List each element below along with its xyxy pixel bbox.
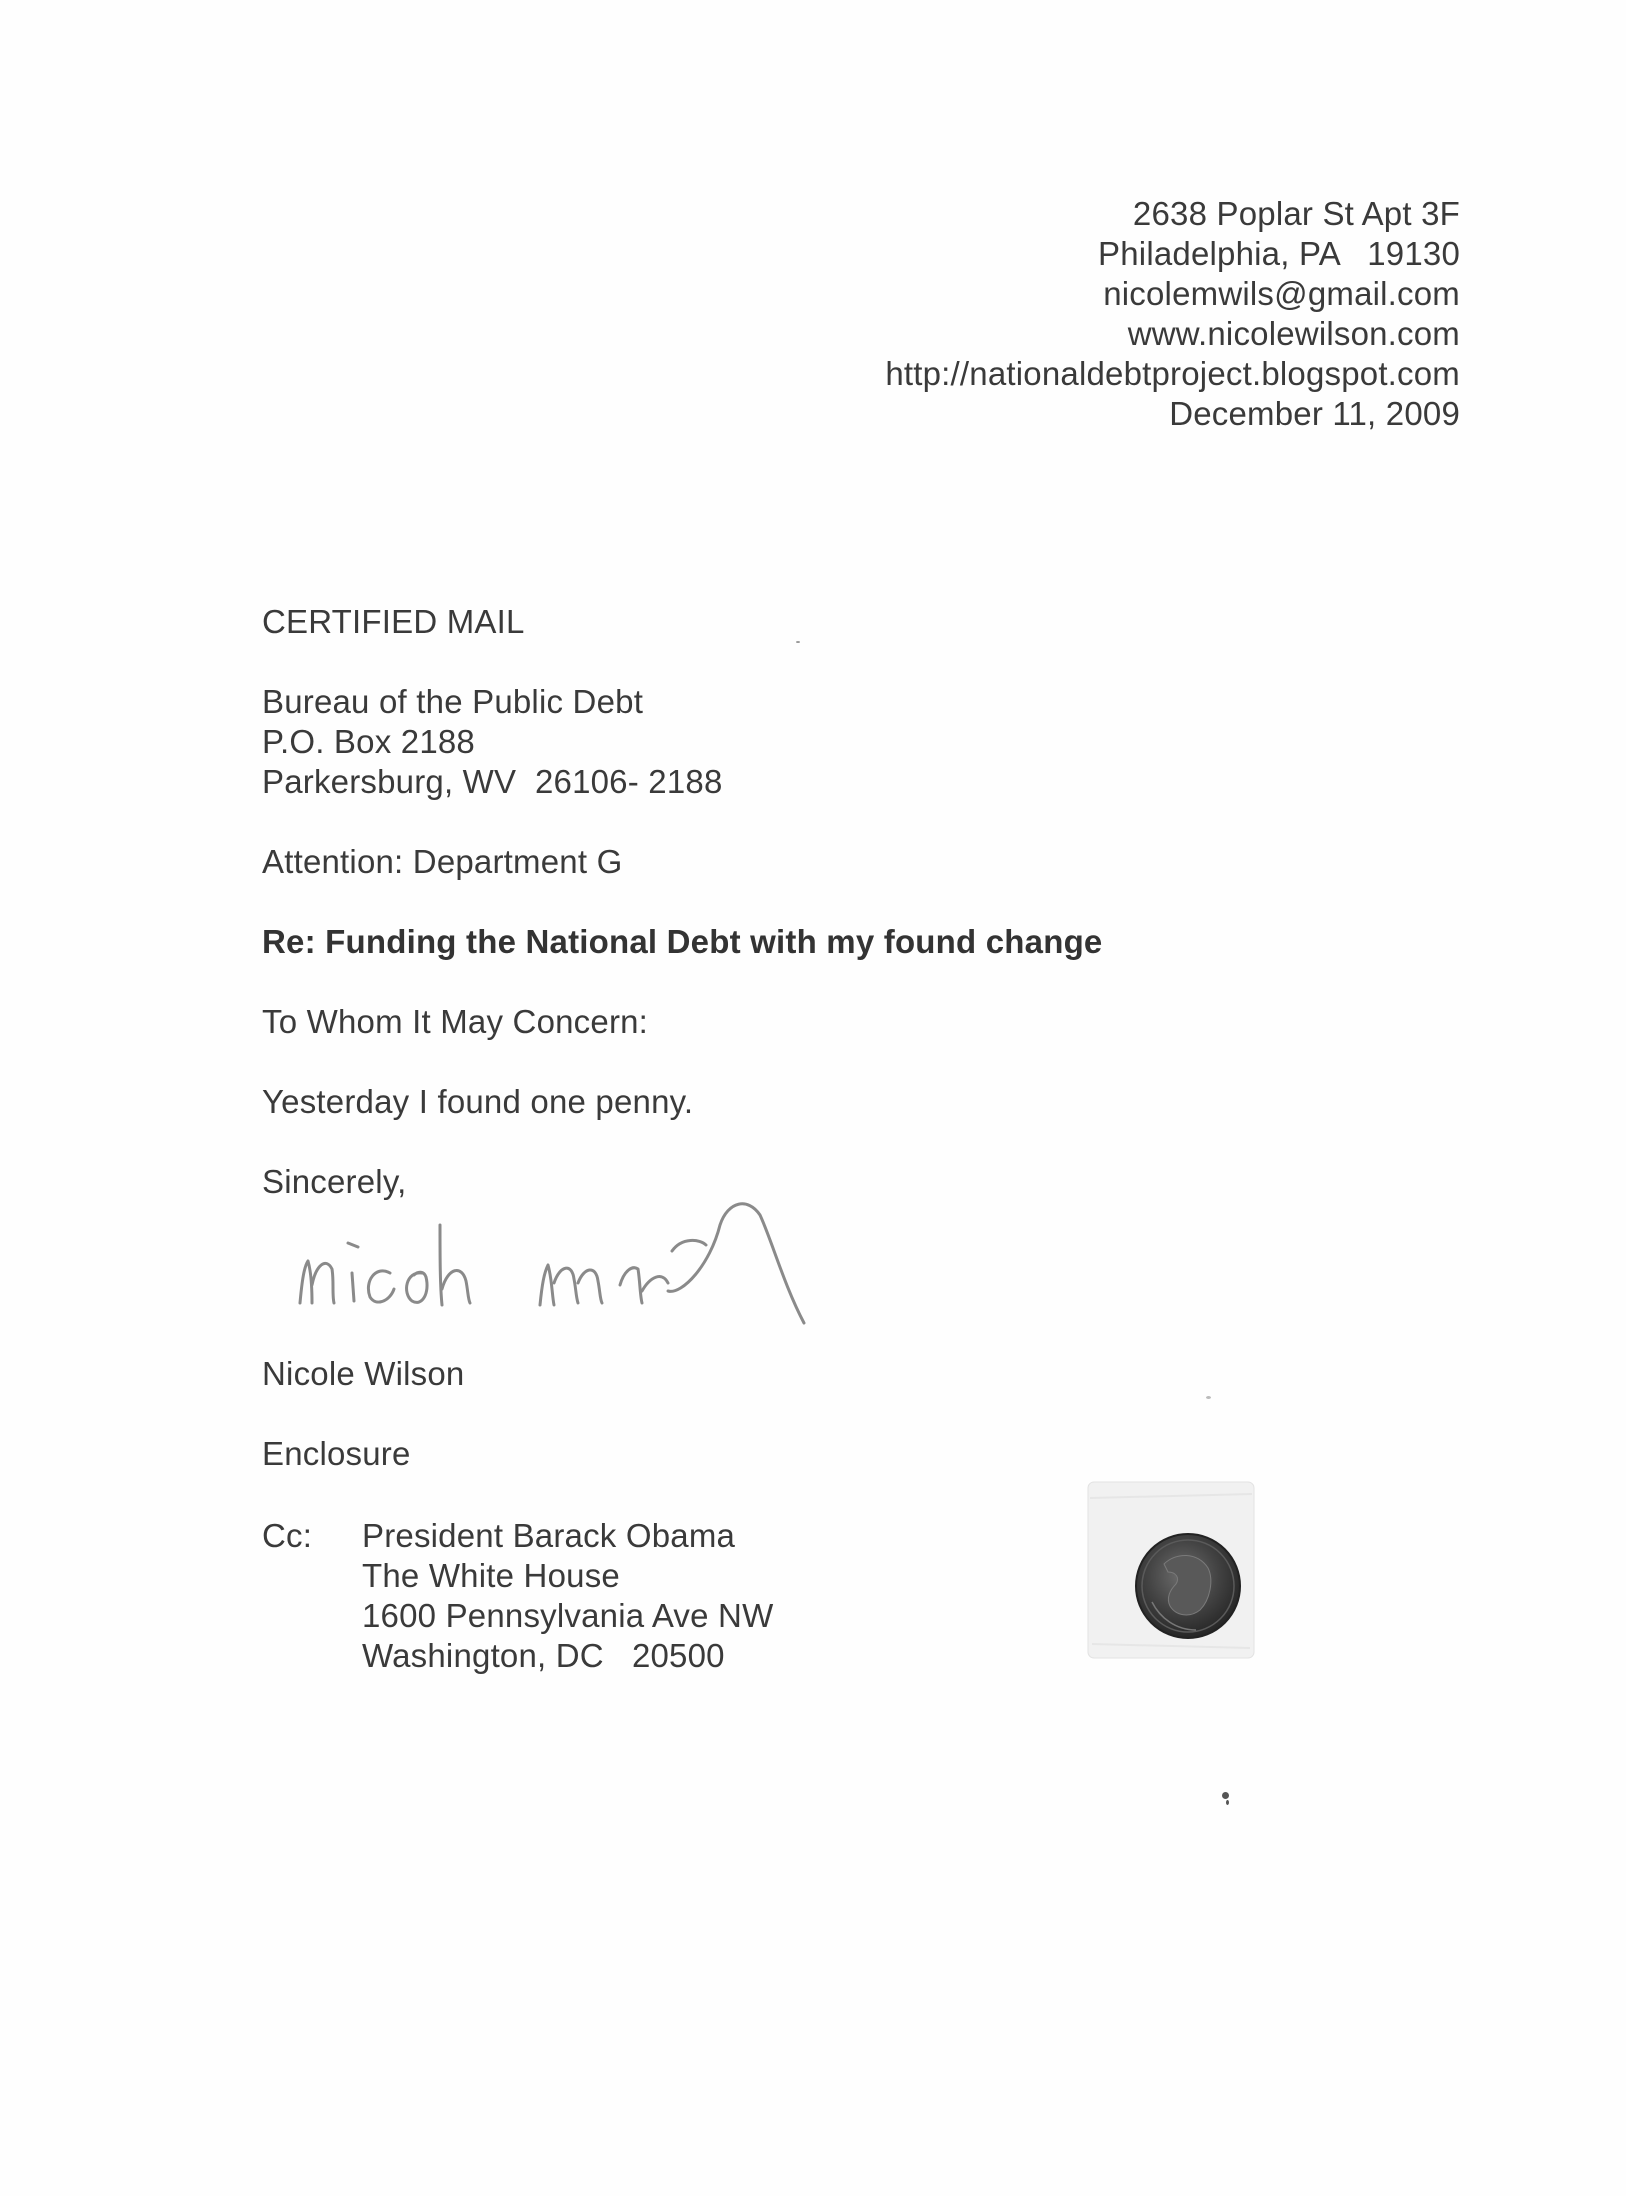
cc-organization: The White House <box>362 1557 620 1594</box>
cc-name: President Barack Obama <box>362 1517 736 1554</box>
letter-date: December 11, 2009 <box>1169 395 1460 432</box>
cc-city-state-zip: Washington, DC 20500 <box>362 1637 725 1674</box>
salutation: To Whom It May Concern: <box>262 1003 649 1040</box>
sender-address-line2: Philadelphia, PA 19130 <box>1098 235 1460 272</box>
signer-name: Nicole Wilson <box>262 1355 465 1392</box>
closing: Sincerely, <box>262 1163 407 1200</box>
sender-email: nicolemwils@gmail.com <box>1103 275 1460 312</box>
subject-line: Re: Funding the National Debt with my found change <box>262 923 1103 960</box>
recipient-po-box: P.O. Box 2188 <box>262 723 475 760</box>
recipient-name: Bureau of the Public Debt <box>262 683 644 720</box>
scan-speck <box>1206 1396 1211 1399</box>
sender-address-line1: 2638 Poplar St Apt 3F <box>1132 195 1460 232</box>
delivery-method: CERTIFIED MAIL <box>262 603 525 640</box>
recipient-city-state-zip: Parkersburg, WV 26106- 2188 <box>262 763 723 800</box>
cc-street: 1600 Pennsylvania Ave NW <box>362 1597 774 1634</box>
enclosure-note: Enclosure <box>262 1435 411 1472</box>
cc-address-block <box>362 1516 773 1676</box>
attention-line: Attention: Department G <box>262 843 623 880</box>
sender-blog: http://nationaldebtproject.blogspot.com <box>885 355 1460 392</box>
scan-speck <box>796 641 800 643</box>
sender-website: www.nicolewilson.com <box>1127 315 1460 352</box>
taped-penny-image <box>1080 1468 1260 1668</box>
scan-speck <box>1226 1800 1229 1805</box>
scan-speck <box>1222 1792 1229 1799</box>
handwritten-signature <box>290 1185 890 1325</box>
sender-address-block <box>885 194 1460 434</box>
letter-body: Yesterday I found one penny. <box>262 1083 694 1120</box>
recipient-address-block <box>262 682 723 802</box>
cc-label: Cc: <box>262 1517 313 1554</box>
